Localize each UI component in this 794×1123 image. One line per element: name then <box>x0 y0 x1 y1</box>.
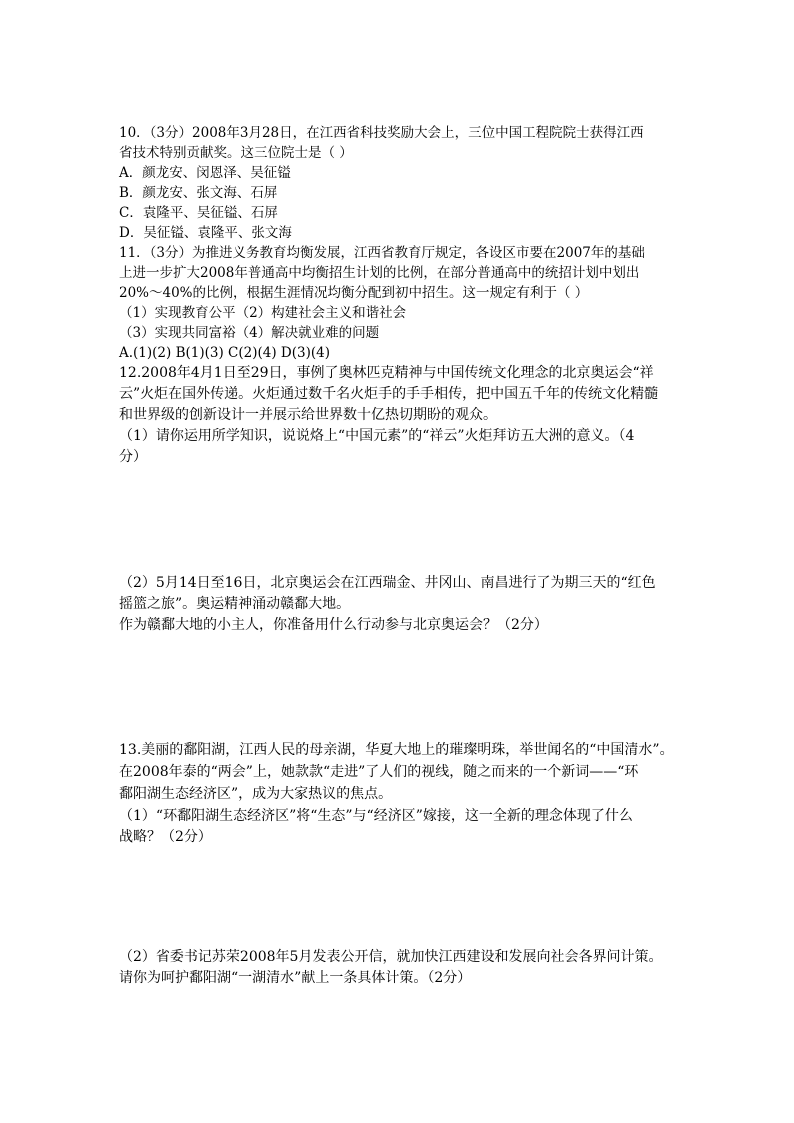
q11-choice-line-2: （3）实现共同富裕（4）解决就业难的问题 <box>119 325 380 341</box>
q12-part2-line-2: 摇篮之旅”。奥运精神涌动赣鄱大地。 <box>119 596 351 612</box>
q13-stem-line-1: 13.美丽的鄱阳湖，江西人民的母亲湖，华夏大地上的璀璨明珠，举世闻名的“中国清水”。 <box>119 742 674 758</box>
q13-stem-line-2: 在2008年泰的“两会”上，她款款“走进”了人们的视线，随之而来的一个新词——“环 <box>119 764 639 780</box>
q13-part2-line-2: 请你为呵护鄱阳湖“一湖清水”献上一条具体计策。（2分） <box>119 970 472 986</box>
q11-answer-options: A.(1)(2) B(1)(3) C(2)(4) D(3)(4) <box>119 345 330 361</box>
q10-option-d: D．吴征镒、袁隆平、张文海 <box>119 225 292 241</box>
q11-stem-line-2: 上进一步扩大2008年普通高中均衡招生计划的比例，在部分普通高中的统招计划中划出 <box>119 265 640 281</box>
q12-part1-line-1: （1）请你运用所学知识，说说烙上“中国元素”的“祥云”火炬拜访五大洲的意义。（4 <box>119 428 635 444</box>
q12-stem-line-3: 和世界级的创新设计一并展示给世界数十亿热切期盼的观众。 <box>119 407 497 423</box>
q12-part1-line-2: 分） <box>119 449 147 465</box>
q13-part1-line-2: 战略？（2分） <box>119 829 212 845</box>
q11-stem-line-3: 20%～40%的比例，根据生涯情况均衡分配到初中招生。这一规定有利于（ ） <box>119 285 589 301</box>
q10-stem-line-1: 10．（3分）2008年3月28日，在江西省科技奖励大会上，三位中国工程院院士获得江西 <box>119 125 644 141</box>
q13-part1-line-1: （1）“环鄱阳湖生态经济区”将“生态”与“经济区”嫁接，这一全新的理念体现了什么 <box>119 808 633 824</box>
q12-stem-line-1: 12.2008年4月1日至29日，事例了奥林匹克精神与中国传统文化理念的北京奥运会“祥 <box>119 365 654 381</box>
q10-option-b: B．颜龙安、张文海、石屏 <box>119 185 278 201</box>
q12-part2-line-1: （2）5月14日至16日，北京奥运会在江西瑞金、井冈山、南昌进行了为期三天的“红色 <box>119 575 656 591</box>
q11-stem-line-1: 11．（3分）为推进义务教育均衡发展，江西省教育厅规定，各设区市要在2007年的基础 <box>119 245 645 261</box>
q10-option-a: A．颜龙安、闵恩泽、吴征镒 <box>119 165 291 181</box>
q10-stem-line-2: 省技术特别贡献奖。这三位院士是（ ） <box>119 145 353 161</box>
q12-part2-line-3: 作为赣鄱大地的小主人，你准备用什么行动参与北京奥运会？（2分） <box>119 617 548 633</box>
q12-stem-line-2: 云”火炬在国外传递。火炬通过数千名火炬手的手手相传，把中国五千年的传统文化精髓 <box>119 386 659 402</box>
q13-part2-line-1: （2）省委书记苏荣2008年5月发表公开信，就加快江西建设和发展向社会各界问计策。 <box>119 949 663 965</box>
q13-stem-line-3: 鄱阳湖生态经济区”，成为大家热议的焦点。 <box>119 786 393 802</box>
q10-option-c: C．袁隆平、吴征镒、石屏 <box>119 205 278 221</box>
q11-choice-line-1: （1）实现教育公平（2）构建社会主义和谐社会 <box>119 305 407 321</box>
